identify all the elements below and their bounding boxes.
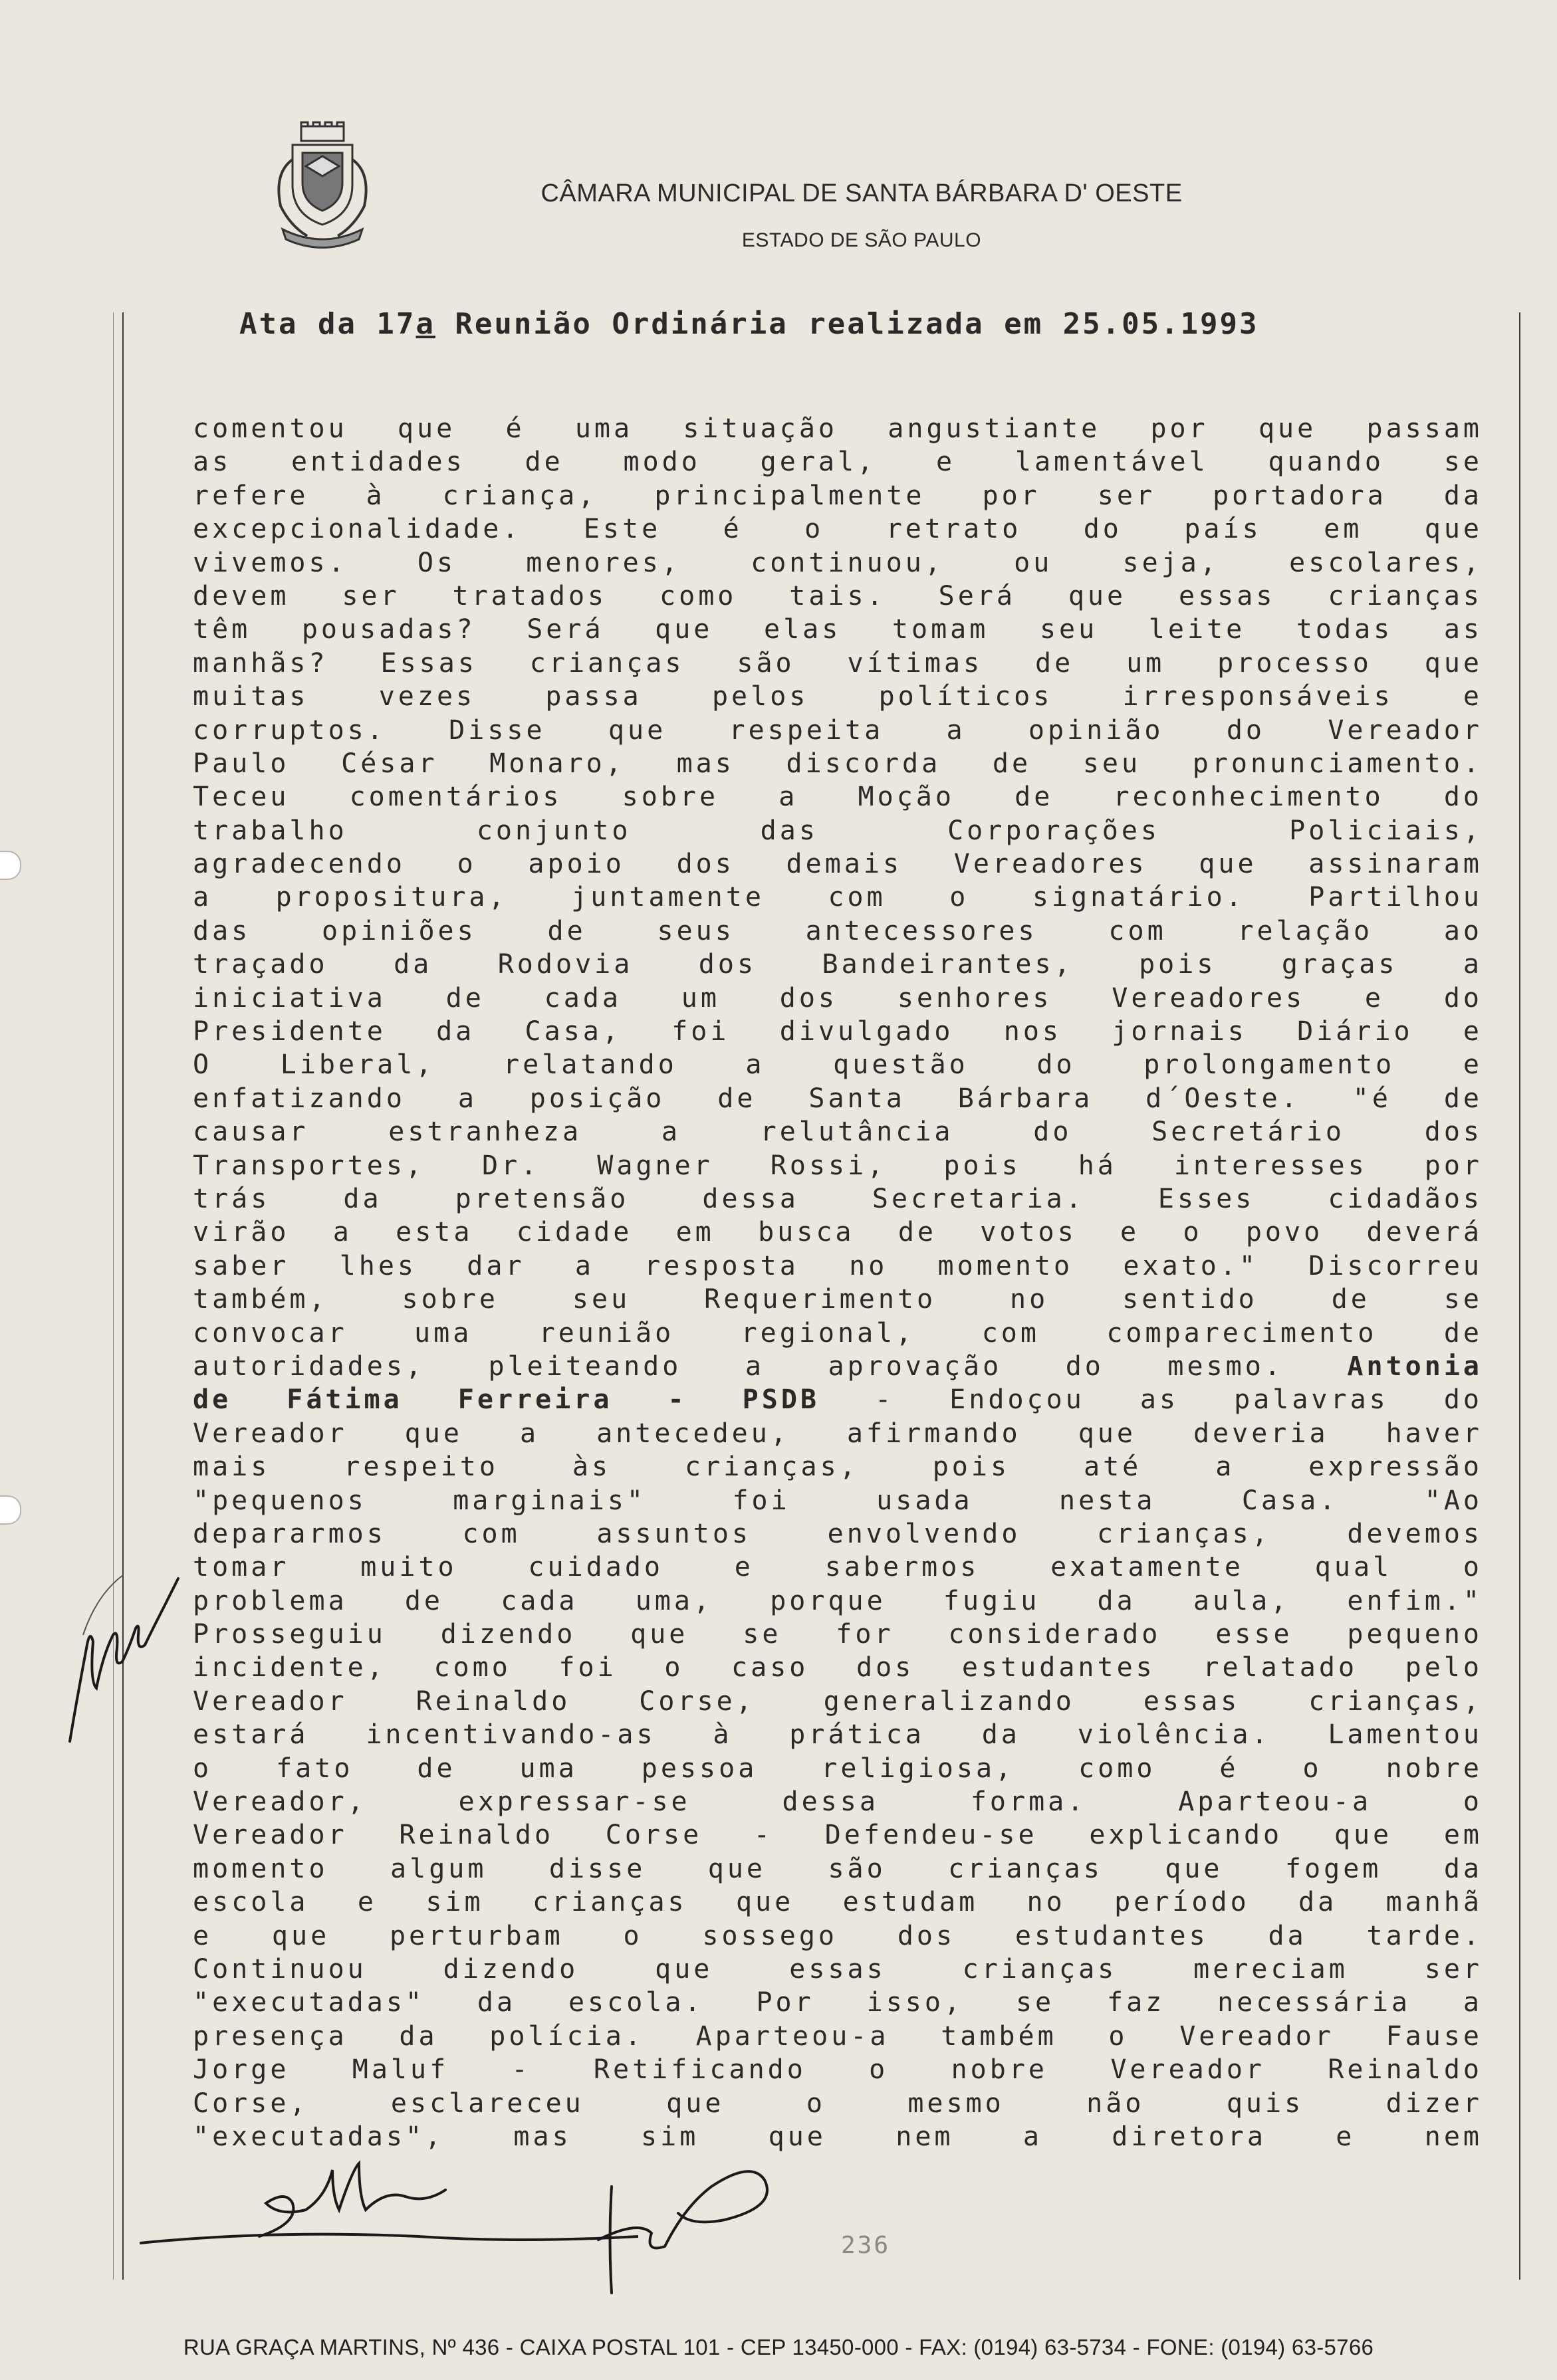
- body-line: Jorge Maluf - Retificando o nobre Vereador Reinaldo: [193, 2054, 1483, 2086]
- body-line: agradecendo o apoio dos demais Vereadores que assinaram: [193, 849, 1483, 880]
- second-signature-icon: [572, 2160, 784, 2300]
- punch-hole: [0, 1495, 21, 1525]
- body-line: Vereador Reinaldo Corse - Defendeu-se explicando que em: [193, 1820, 1483, 1851]
- body-line-with-bold: [193, 1383, 1483, 1416]
- body-line: Teceu comentários sobre a Moção de reconhecimento do: [193, 782, 1483, 813]
- header-subtitle: ESTADO DE SÃO PAULO: [741, 229, 982, 251]
- body-line: mais respeito às crianças, pois até a expressão: [193, 1452, 1483, 1483]
- body-line: depararmos com assuntos envolvendo crianças, devemos: [193, 1518, 1483, 1549]
- margin-line-outer: [113, 312, 114, 2280]
- body-line: momento algum disse que são crianças que fogem da: [193, 1853, 1483, 1884]
- body-line: Corse, esclareceu que o mesmo não quis dizer: [193, 2088, 1483, 2119]
- body-line: escola e sim crianças que estudam no período da manhã: [193, 1887, 1483, 1918]
- margin-line-right: [1519, 312, 1520, 2280]
- footer-address: RUA GRAÇA MARTINS, Nº 436 - CAIXA POSTAL 101 - CEP 13450-000 - FAX: (0194) 63-5734 - FONE: (0194) 63-5766: [183, 2335, 1374, 2359]
- body-line-with-bold: [193, 1350, 1483, 1383]
- speaker-name: de Fátima Ferreira - PSDB: [193, 1384, 820, 1416]
- body-line: vivemos. Os menores, continuou, ou seja, escolares,: [193, 547, 1483, 578]
- body-line: trabalho conjunto das Corporações Policiais,: [193, 815, 1483, 846]
- body-line: "executadas" da escola. Por isso, se faz necessária a: [193, 1987, 1483, 2018]
- body-line: O Liberal, relatando a questão do prolongamento e: [193, 1049, 1483, 1081]
- margin-line-left: [122, 312, 124, 2280]
- body-line: a propositura, juntamente com o signatário. Partilhou: [193, 882, 1483, 913]
- body-line: "executadas", mas sim que nem a diretora e nem: [193, 2121, 1483, 2152]
- body-line: Vereador, expressar-se dessa forma. Aparteou-a o: [193, 1786, 1483, 1818]
- margin-signature-icon: [57, 1529, 189, 1755]
- document-title: [239, 307, 1476, 341]
- body-line: traçado da Rodovia dos Bandeirantes, pois graças a: [193, 949, 1483, 980]
- body-line: problema de cada uma, porque fugiu da aula, enfim.": [193, 1585, 1483, 1616]
- title-prefix: Ata da 17: [239, 307, 416, 341]
- body-line: Vereador que a antecedeu, afirmando que deveria haver: [193, 1418, 1483, 1449]
- body-line: iniciativa de cada um dos senhores Vereadores e do: [193, 982, 1483, 1014]
- body-line: causar estranheza a relutância do Secretário dos: [193, 1117, 1483, 1148]
- body-line: excepcionalidade. Este é o retrato do país em que: [193, 514, 1483, 545]
- body-line: muitas vezes passa pelos políticos irresponsáveis e: [193, 681, 1483, 712]
- body-line: presença da polícia. Aparteou-a também o Vereador Fause: [193, 2020, 1483, 2052]
- title-superscript: a: [416, 307, 435, 341]
- body-line: incidente, como foi o caso dos estudantes relatado pelo: [193, 1652, 1483, 1683]
- body-line: o fato de uma pessoa religiosa, como é o nobre: [193, 1753, 1483, 1784]
- body-line: das opiniões de seus antecessores com relação ao: [193, 915, 1483, 946]
- body-line: manhãs? Essas crianças são vítimas de um processo que: [193, 647, 1483, 679]
- body-line: tomar muito cuidado e sabermos exatamente qual o: [193, 1552, 1483, 1583]
- header-title: CÂMARA MUNICIPAL DE SANTA BÁRBARA D' OESTE: [540, 179, 1183, 207]
- body-line: Continuou dizendo que essas crianças mereciam ser: [193, 1953, 1483, 1985]
- body-line: Paulo César Monaro, mas discorda de seu pronunciamento.: [193, 748, 1483, 779]
- speaker-name-start: Antonia: [1347, 1351, 1483, 1382]
- body-line: as entidades de modo geral, e lamentável quando se: [193, 447, 1483, 478]
- body-line: têm pousadas? Será que elas tomam seu leite todas as: [193, 614, 1483, 645]
- title-suffix: Reunião Ordinária realizada em 25.05.1993: [435, 307, 1259, 341]
- body-line: refere à criança, principalmente por ser portadora da: [193, 480, 1483, 511]
- body-line: corruptos. Disse que respeita a opinião do Vereador: [193, 714, 1483, 746]
- body-line: Prosseguiu dizendo que se for considerado esse pequeno: [193, 1619, 1483, 1650]
- body-line: estará incentivando-as à prática da violência. Lamentou: [193, 1719, 1483, 1751]
- minutes-body: [193, 412, 1483, 2153]
- body-line: convocar uma reunião regional, com comparecimento de: [193, 1317, 1483, 1349]
- body-line: devem ser tratados como tais. Será que essas crianças: [193, 580, 1483, 611]
- body-line: Vereador Reinaldo Corse, generalizando essas crianças,: [193, 1685, 1483, 1717]
- body-line-text: autoridades, pleiteando a aprovação do mesmo.: [193, 1351, 1284, 1382]
- body-line: comentou que é uma situação angustiante por que passam: [193, 413, 1483, 444]
- body-line: virão a esta cidade em busca de votos e o povo deverá: [193, 1217, 1483, 1248]
- page-number: 236: [841, 2232, 891, 2259]
- body-line: Transportes, Dr. Wagner Rossi, pois há interesses por: [193, 1150, 1483, 1181]
- body-line: Presidente da Casa, foi divulgado nos jornais Diário e: [193, 1016, 1483, 1047]
- body-line: trás da pretensão dessa Secretaria. Esses cidadãos: [193, 1183, 1483, 1214]
- punch-hole: [0, 851, 21, 880]
- body-line: enfatizando a posição de Santa Bárbara d´Oeste. "é de: [193, 1083, 1483, 1114]
- body-line-text: - Endoçou as palavras do: [820, 1384, 1483, 1416]
- body-line: saber lhes dar a resposta no momento exato." Discorreu: [193, 1250, 1483, 1281]
- body-line: "pequenos marginais" foi usada nesta Casa. "Ao: [193, 1485, 1483, 1516]
- body-line: também, sobre seu Requerimento no sentido de se: [193, 1284, 1483, 1315]
- body-line: e que perturbam o sossego dos estudantes da tarde.: [193, 1920, 1483, 1951]
